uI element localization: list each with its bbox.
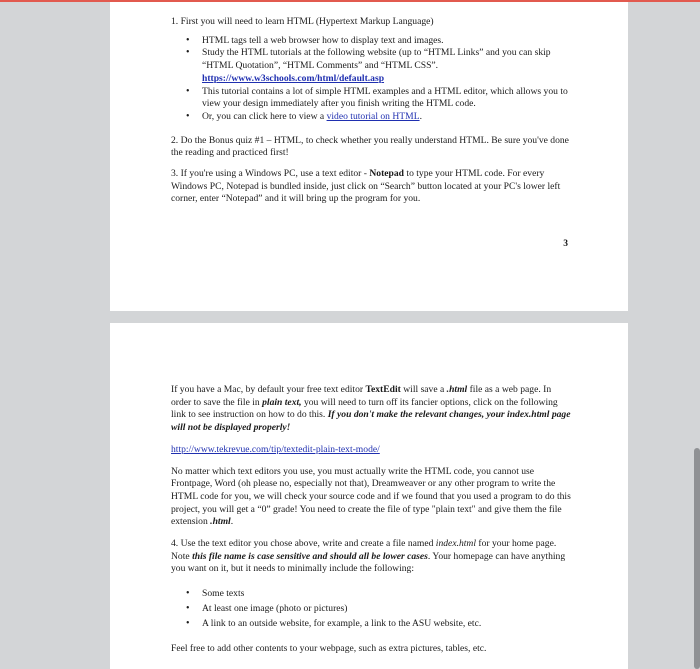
closing-paragraph: Feel free to add other contents to your webpage, such as extra pictures, tables, etc. [171,643,487,655]
textedit-link-paragraph [171,444,571,457]
list-item: • At least one image (photo or pictures) [171,601,571,616]
requirements-list [171,586,571,631]
video-tutorial-link[interactable]: video tutorial on HTML [326,110,420,122]
list-item: • Study the HTML tutorials at the following website (up to “HTML Links” and you can skip “HTML Quotation”, “HTML Comments” and “HTML CSS”. https://www.w3schools.com/html/default.asp [171,47,571,85]
document-page-3 [110,2,628,311]
step-2-paragraph: 2. Do the Bonus quiz #1 – HTML, to check whether you really understand HTML. Be sure you've done the reading and practiced first! [171,134,569,159]
page-3-content [171,16,571,206]
vertical-scrollbar-thumb[interactable] [694,448,700,669]
text-editors-paragraph: No matter which text editors you use, you must actually write the HTML code, you cannot use Frontpage, Word (oh please no, especially not that), Dreamweaver or any other program to write the HTML code for you, we will check your source code and if we found that you used a program to do this project, you will get a “0” grade! You need to create the file of type "plain text" and give them the file extension .html. [171,465,571,528]
list-item: • A link to an outside website, for example, a link to the ASU website, etc. [171,616,571,631]
document-page-4 [110,323,628,669]
list-item: • Some texts [171,586,571,601]
list-item: • This tutorial contains a lot of simple HTML examples and a HTML editor, which allows you to view your design immediately after you finish writing the HTML code. [171,86,571,111]
step-4-paragraph: 4. Use the text editor you chose above, write and create a file named index.html for your home page. Note this file name is case sensitive and should all be lower cases. Your homepage can have anything you want on it, but it needs to minimally include the following: [171,538,566,575]
list-item: • HTML tags tell a web browser how to display text and images. [171,35,571,48]
page-number: 3 [563,239,568,249]
mac-paragraph: If you have a Mac, by default your free text editor TextEdit will save a .html file as a web page. In order to save the file in plain text, you will need to turn off its fancier options, click on the following link to see instruction on how to do this. If you don't make the relevant changes, your index.html page will not be displayed properly! [171,384,571,434]
page-4-content [171,384,571,656]
step-1-intro: 1. First you will need to learn HTML (Hypertext Markup Language) [171,16,434,27]
w3schools-link[interactable]: https://www.w3schools.com/html/default.asp [202,72,385,84]
step-3-paragraph: 3. If you're using a Windows PC, use a text editor - Notepad to type your HTML code. For every Windows PC, Notepad is bundled inside, just click on “Search” button located at your PC's lower left corner, enter “Notepad” and it will bring up the program for you. [171,168,561,205]
list-item: • Or, you can click here to view a video tutorial on HTML. [171,111,571,124]
textedit-plain-text-link[interactable]: http://www.tekrevue.com/tip/textedit-plain-text-mode/ [171,443,380,455]
step-1-bullet-list [171,35,571,124]
